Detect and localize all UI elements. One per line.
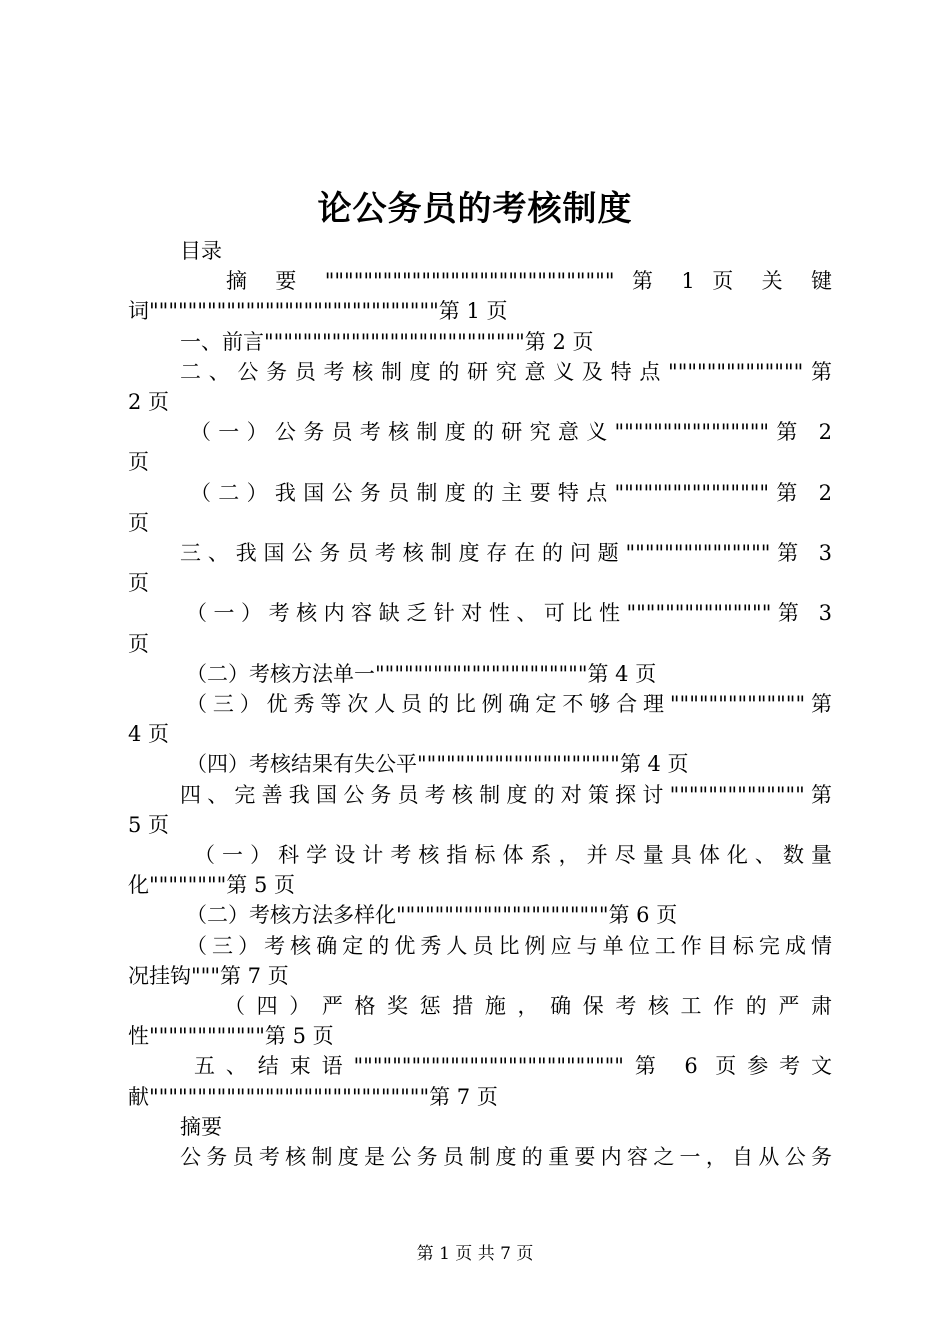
document-line: 页: [128, 631, 149, 656]
document-line: （一）公务员考核制度的研究意义""""""""""""""""第 2: [190, 420, 832, 445]
document-line: 4 页: [128, 722, 170, 747]
document-body: [128, 236, 832, 1172]
document-line: 一、前言"""""""""""""""""""""""""""第 2 页: [180, 329, 594, 354]
document-line: （三）考核确定的优秀人员比例应与单位工作目标完成情: [186, 933, 832, 958]
document-line: 公务员考核制度是公务员制度的重要内容之一，自从公务: [180, 1145, 832, 1170]
document-line: （二）考核方法多样化""""""""""""""""""""""第 6 页: [186, 903, 678, 928]
document-line: （二）我国公务员制度的主要特点""""""""""""""""第 2: [190, 480, 832, 505]
document-line: 页: [128, 510, 149, 535]
document-line: （二）考核方法单一""""""""""""""""""""""第 4 页: [186, 661, 657, 686]
document-line: 目录: [180, 239, 222, 263]
page-footer: 第 1 页 共 7 页: [416, 1244, 534, 1264]
document-line: 况挂钩"""第 7 页: [128, 963, 289, 988]
document-line: 献"""""""""""""""""""""""""""""第 7 页: [128, 1084, 498, 1109]
document-line: 页: [128, 571, 149, 596]
document-line: 五、结束语""""""""""""""""""""""""""""第 6 页参考文: [194, 1054, 832, 1079]
document-line: 5 页: [128, 812, 170, 837]
document-line: 2 页: [128, 390, 170, 415]
document-line: 词""""""""""""""""""""""""""""""第 1 页: [128, 299, 508, 324]
document-line: （三）优秀等次人员的比例确定不够合理""""""""""""""第: [186, 692, 832, 717]
document-line: （四）考核结果有失公平"""""""""""""""""""""第 4 页: [186, 752, 689, 777]
document-line: （一）科学设计考核指标体系，并尽量具体化、数量: [194, 843, 832, 868]
document-line: 三、我国公务员考核制度存在的问题"""""""""""""""第 3: [180, 541, 832, 566]
document-line: （一）考核内容缺乏针对性、可比性"""""""""""""""第 3: [186, 601, 832, 626]
document-line: 化""""""""第 5 页: [128, 873, 295, 898]
document-line: 四、完善我国公务员考核制度的对策探讨""""""""""""""第: [180, 782, 832, 807]
document-line: 摘要: [180, 1114, 222, 1139]
document-line: 摘 要 """""""""""""""""""""""""""""" 第 1 页 关 键: [226, 269, 832, 294]
document-line: 性""""""""""""第 5 页: [128, 1024, 334, 1049]
document-title: 论公务员的考核制度: [317, 189, 633, 229]
document-line: 页: [128, 450, 149, 475]
document-line: 二、公务员考核制度的研究意义及特点""""""""""""""第: [180, 359, 832, 384]
document-line: （ 四 ） 严 格 奖 惩 措 施 ， 确 保 考 核 工 作 的 严 肃: [224, 994, 832, 1019]
